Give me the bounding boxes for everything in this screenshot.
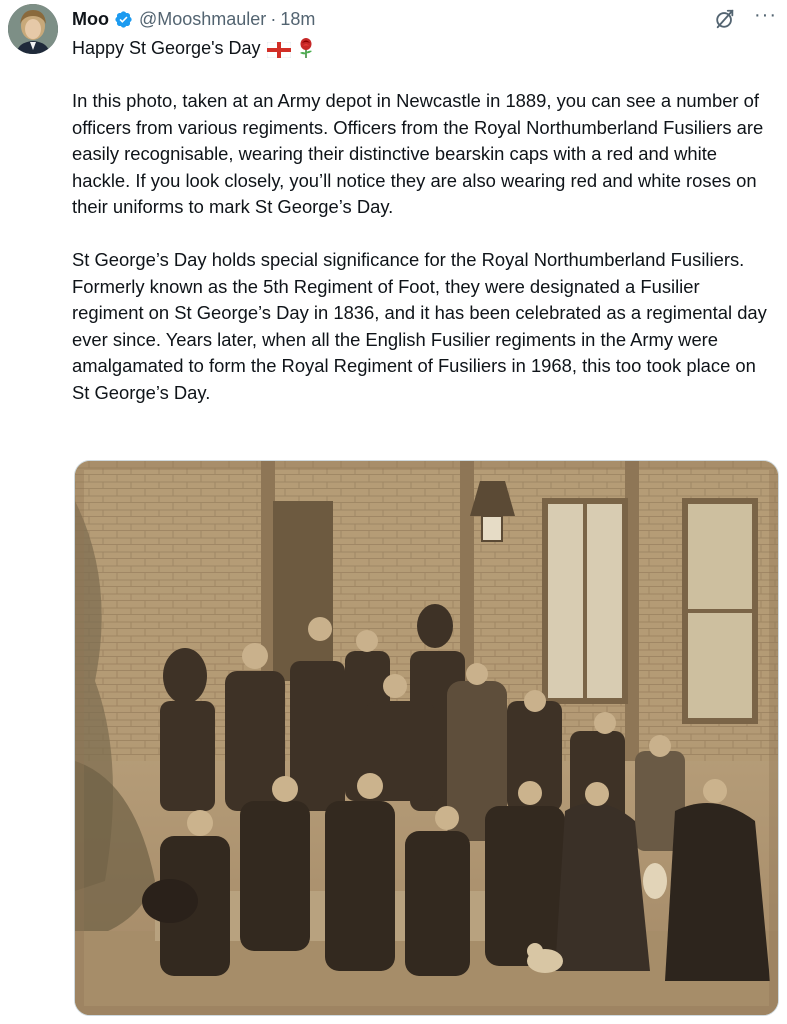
user-handle[interactable]: @Mooshmauler bbox=[138, 8, 267, 29]
tweet-first-line bbox=[72, 36, 315, 60]
tweet-paragraph: In this photo, taken at an Army depot in Newcastle in 1889, you can see a number of officers from various regiments. Officers from the Royal Northumberland Fusiliers are easily recognisable, wearing their distinctive bearskin caps with a red and white hackle. If you look closely, you’ll notice they are also wearing red and white roses on their uniforms to mark St George’s Day. bbox=[72, 90, 764, 217]
tweet-header bbox=[72, 6, 777, 32]
tweet-photo[interactable] bbox=[74, 460, 779, 1016]
england-flag-icon bbox=[267, 40, 291, 56]
separator-dot: · bbox=[270, 8, 277, 29]
tweet-paragraph: St George’s Day holds special significance for the Royal Northumberland Fusiliers. Formerly known as the 5th Regiment of Foot, they were designated a Fusilier regiment on St George’s Day in 1836, and it has been celebrated as a regimental day ever since. Years later, when all the English Fusilier regiments in the Army were amalgamated to form the Royal Regiment of Fusiliers in 1968, this too took place on St George’s Day. bbox=[72, 249, 767, 403]
timestamp[interactable]: 18m bbox=[280, 8, 316, 29]
avatar[interactable] bbox=[8, 4, 58, 54]
verified-badge-icon[interactable] bbox=[114, 10, 133, 29]
display-name[interactable]: Moo bbox=[72, 8, 109, 29]
tweet-greeting: Happy St George's Day bbox=[72, 38, 261, 58]
more-icon[interactable]: ··· bbox=[754, 4, 777, 26]
grok-icon[interactable] bbox=[714, 8, 736, 30]
rose-icon bbox=[297, 37, 315, 59]
tweet-body bbox=[72, 88, 772, 406]
header-actions bbox=[714, 4, 777, 30]
